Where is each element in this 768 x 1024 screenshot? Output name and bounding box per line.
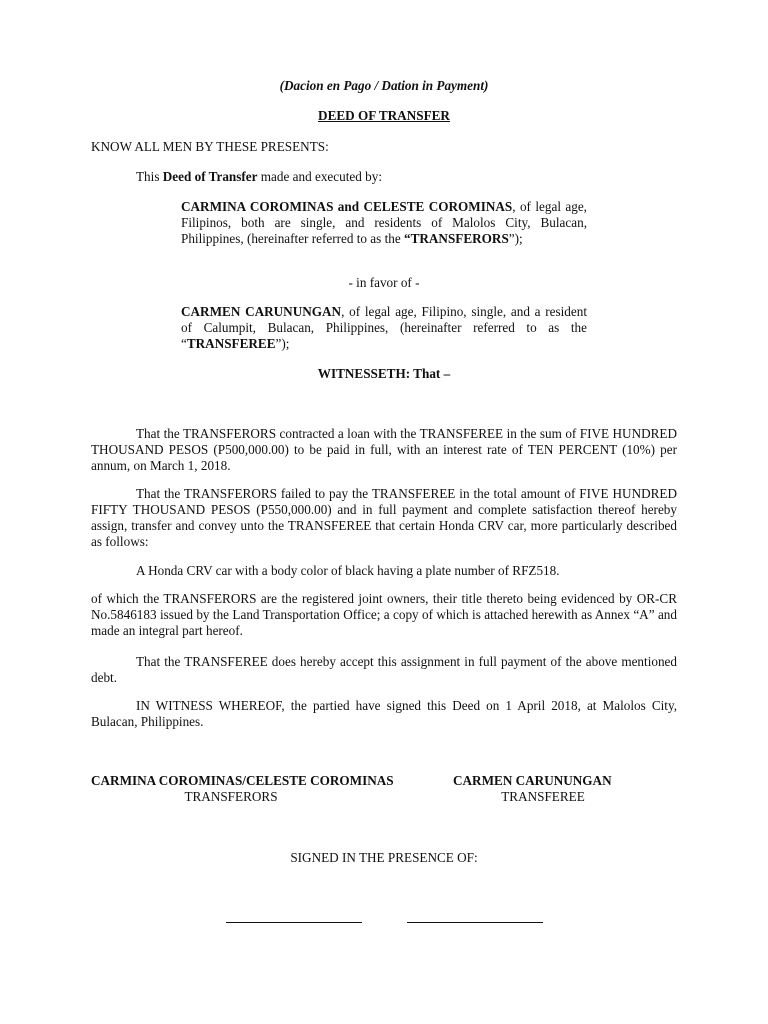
paragraph-acceptance: That the TRANSFEREE does hereby accept this assignment in full payment of the above mentioned debt.: [91, 654, 677, 685]
paragraph-ownership: of which the TRANSFERORS are the registered joint owners, their title thereto being evidenced by OR-CR No.5846183 issued by the Land Transportation Office; a copy of which is attached herewith as Annex “A” and made an integral part hereof.: [91, 591, 677, 638]
transferors-signatory-name: CARMINA COROMINAS/CELESTE COROMINAS: [91, 773, 394, 788]
transferee-label: TRANSFEREE: [186, 336, 276, 351]
paragraph-loan: That the TRANSFERORS contracted a loan with the TRANSFEREE in the sum of FIVE HUNDRED THOUSAND PESOS (P500,000.00) to be paid in full, with an interest rate of TEN PERCENT (10%) per annum, on March 1, 2018.: [91, 426, 677, 473]
transferee-name: CARMEN CARUNUNGAN: [181, 304, 342, 319]
transferors-text: , of legal age, Filipinos, both are single, and residents of Malolos City, Bulacan, Philippines, (hereinafter referred to as the: [181, 199, 587, 246]
signed-in-presence-heading: SIGNED IN THE PRESENCE OF:: [290, 850, 478, 865]
intro-prefix: This: [136, 169, 163, 184]
transferors-signatory-role: TRANSFERORS: [184, 789, 278, 804]
intro-deed-name: Deed of Transfer: [162, 169, 258, 184]
witnesseth-heading: WITNESSETH: That –: [317, 366, 451, 381]
intro-line: [136, 169, 382, 185]
in-favor-of: - in favor of -: [348, 275, 420, 290]
document-subtitle: (Dacion en Pago / Dation in Payment): [279, 78, 489, 93]
transferee-text: , of legal age, Filipino, single, and a resident of Calumpit, Bulacan, Philippines, (hereinafter referred to as the “: [181, 304, 588, 351]
paragraph-car-description: A Honda CRV car with a body color of black having a plate number of RFZ518.: [136, 563, 560, 578]
transferee-text-end: ”);: [275, 336, 290, 351]
transferee-paragraph: [181, 304, 587, 352]
transferors-label: “TRANSFERORS: [404, 231, 509, 246]
intro-suffix: made and executed by:: [257, 169, 382, 184]
paragraph-witness-whereof: IN WITNESS WHEREOF, the partied have signed this Deed on 1 April 2018, at Malolos City, Bulacan, Philippines.: [91, 698, 677, 729]
witness-signature-line-2: [407, 922, 543, 923]
know-all-line: KNOW ALL MEN BY THESE PRESENTS:: [91, 139, 329, 154]
transferee-signatory-name: CARMEN CARUNUNGAN: [453, 773, 612, 788]
paragraph-failure-to-pay: That the TRANSFERORS failed to pay the TRANSFEREE in the total amount of FIVE HUNDRED FIFTY THOUSAND PESOS (P550,000.00) and in full payment and complete satisfaction thereof hereby assign, transfer and convey unto the TRANSFEREE that certain Honda CRV car, more particularly described as follows:: [91, 486, 677, 549]
witness-signature-line-1: [226, 922, 362, 923]
transferors-paragraph: [181, 199, 587, 247]
transferors-names: CARMINA COROMINAS and CELESTE COROMINAS: [181, 199, 513, 214]
transferee-signatory-role: TRANSFEREE: [501, 789, 585, 804]
transferors-text-end: ”);: [508, 231, 523, 246]
document-title: DEED OF TRANSFER: [318, 108, 450, 123]
